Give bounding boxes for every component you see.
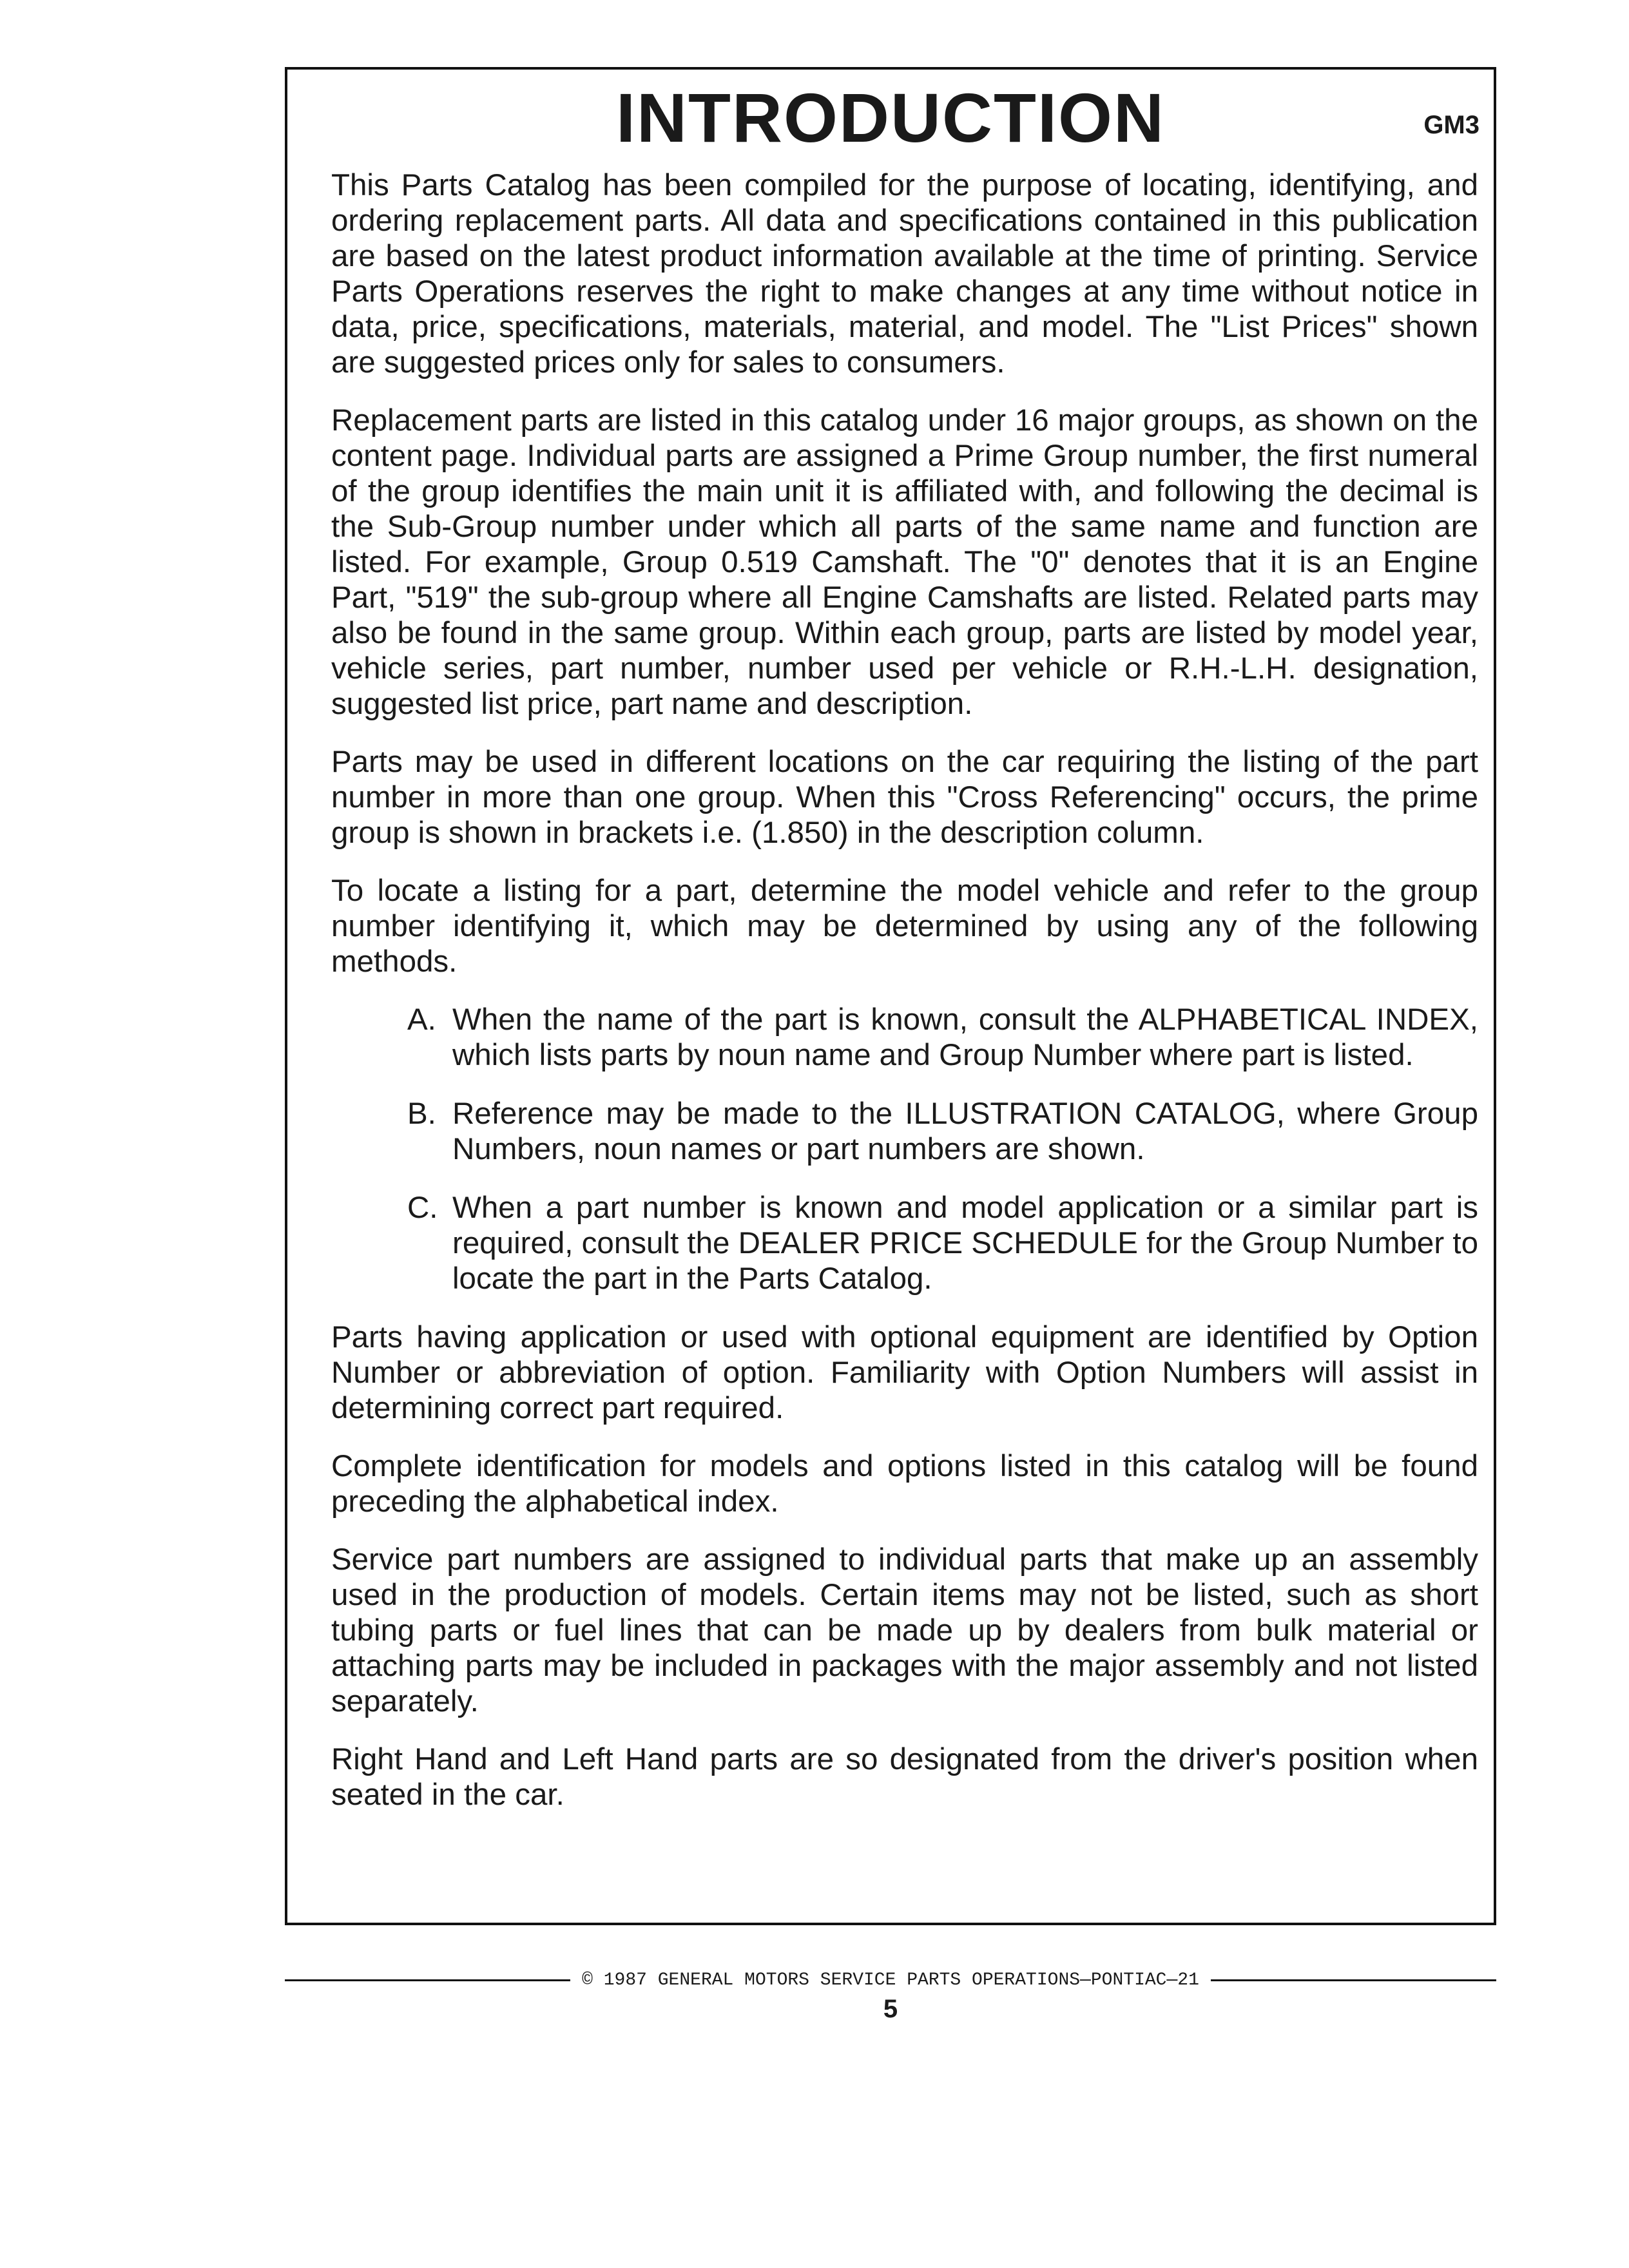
paragraph-identification: Complete identification for models and options listed in this catalog will be found preceding the alphabetical index. bbox=[331, 1449, 1478, 1519]
introduction-frame bbox=[285, 67, 1496, 1925]
page-number: 5 bbox=[883, 1995, 898, 2023]
method-text: When a part number is known and model application or a similar part is required, consult the DEALER PRICE SCHEDULE for the Group Number to locate the part in the Parts Catalog. bbox=[452, 1191, 1478, 1296]
method-text: Reference may be made to the ILLUSTRATION CATALOG, where Group Numbers, noun names or part numbers are shown. bbox=[452, 1097, 1478, 1166]
method-item-a bbox=[331, 1002, 1478, 1073]
page-title: INTRODUCTION bbox=[616, 79, 1165, 157]
methods-list bbox=[331, 1002, 1478, 1296]
method-item-c bbox=[331, 1190, 1478, 1296]
method-item-b bbox=[331, 1096, 1478, 1167]
paragraph-service-numbers: Service part numbers are assigned to individual parts that make up an assembly used in the production of models. Certain items may not be listed, such as short tubing parts or fuel lines that can be made up by dealers from bulk material or attaching parts may be included in packages with the major assembly and not listed separately. bbox=[331, 1542, 1478, 1718]
method-letter: B. bbox=[407, 1097, 436, 1131]
copyright-text: © 1987 GENERAL MOTORS SERVICE PARTS OPERATIONS—PONTIAC—21 bbox=[582, 1970, 1199, 1990]
section-code: GM3 bbox=[1423, 111, 1480, 139]
method-text: When the name of the part is known, consult the ALPHABETICAL INDEX, which lists parts by noun name and Group Number where part is listed. bbox=[452, 1003, 1478, 1072]
paragraph-hand-designation: Right Hand and Left Hand parts are so designated from the driver's position when seated in the car. bbox=[331, 1742, 1478, 1812]
footer-rule-right bbox=[1211, 1979, 1496, 1981]
paragraph-purpose: This Parts Catalog has been compiled for the purpose of locating, identifying, and ordering replacement parts. All data and specifications contained in this publication are based on the latest product information available at the time of printing. Service Parts Operations reserves the right to make changes at any time without notice in data, price, specifications, materials, material, and model. The "List Prices" shown are suggested prices only for sales to consumers. bbox=[331, 168, 1478, 380]
body-text bbox=[331, 168, 1478, 1835]
paragraph-groups: Replacement parts are listed in this catalog under 16 major groups, as shown on the content page. Individual parts are assigned a Prime Group number, the first numeral of the group identifies the main unit it is affiliated with, and following the decimal is the Sub-Group number under which all parts of the same name and function are listed. For example, Group 0.519 Camshaft. The "0" denotes that it is an Engine Part, "519" the sub-group where all Engine Camshafts are listed. Related parts may also be found in the same group. Within each group, parts are listed by model year, vehicle series, part number, number used per vehicle or R.H.-L.H. designation, suggested list price, part name and description. bbox=[331, 403, 1478, 721]
paragraph-options: Parts having application or used with optional equipment are identified by Option Number or abbreviation of option. Familiarity with Option Numbers will assist in determining correct part required. bbox=[331, 1320, 1478, 1425]
method-letter: A. bbox=[407, 1003, 436, 1037]
method-letter: C. bbox=[407, 1191, 438, 1225]
paragraph-cross-referencing: Parts may be used in different locations on the car requiring the listing of the part number in more than one group. When this "Cross Referencing" occurs, the prime group is shown in brackets i.e. (1.850) in the description column. bbox=[331, 745, 1478, 850]
footer bbox=[285, 1970, 1496, 1990]
paragraph-locate: To locate a listing for a part, determine the model vehicle and refer to the group number identifying it, which may be determined by using any of the following methods. bbox=[331, 874, 1478, 979]
footer-rule-left bbox=[285, 1979, 570, 1981]
